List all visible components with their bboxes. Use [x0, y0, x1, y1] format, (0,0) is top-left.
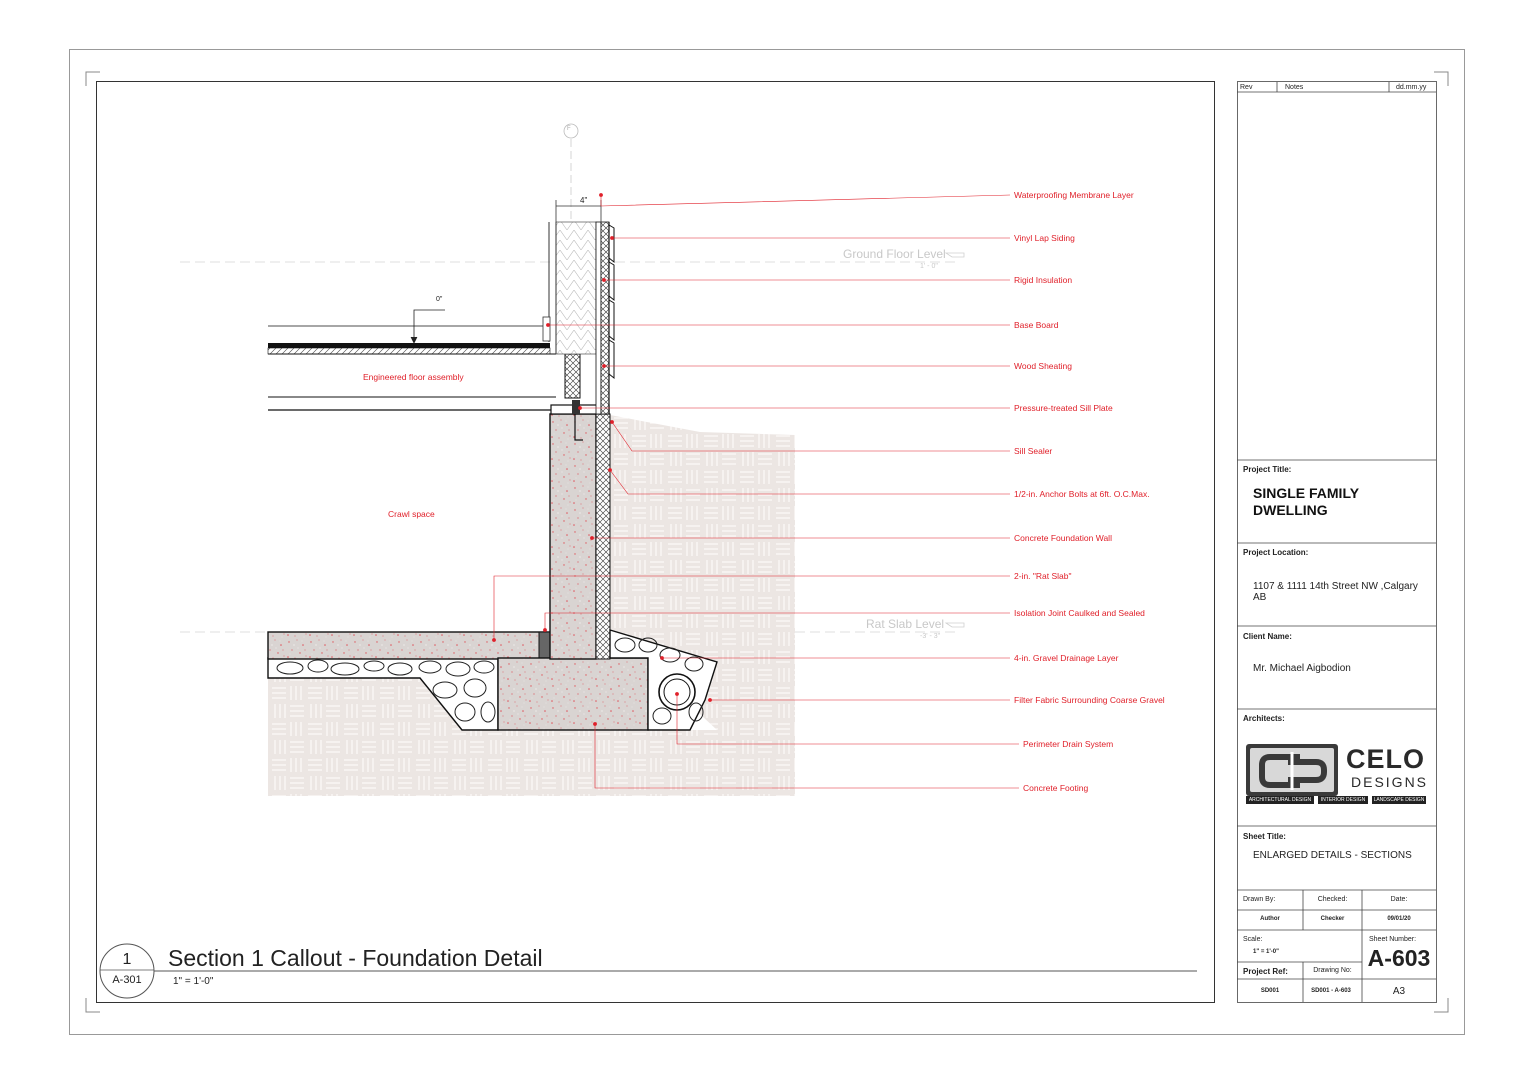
- sheet-title: ENLARGED DETAILS - SECTIONS: [1253, 850, 1412, 861]
- date-label: Date:: [1390, 896, 1408, 903]
- callout-label: Filter Fabric Surrounding Coarse Gravel: [1014, 695, 1165, 705]
- drawing-no-label: Drawing No:: [1313, 967, 1352, 974]
- leader-arrowhead: [708, 698, 711, 701]
- crawl-space-label: Crawl space: [388, 509, 435, 519]
- concrete-footing: [498, 658, 648, 730]
- grid-bubble-label: F: [567, 126, 571, 132]
- paper-size: A3: [1392, 986, 1406, 997]
- drawing-no-value: SD001 - A-603: [1311, 988, 1351, 994]
- title-block-frame: [1237, 82, 1437, 1003]
- drawn-by-value: Author: [1260, 916, 1280, 922]
- leader-arrowhead: [610, 420, 613, 423]
- scale-label: Scale:: [1243, 936, 1263, 943]
- logo-tag-landscape: LANDSCAPE DESIGN: [1373, 797, 1425, 803]
- ground-floor-level-elevation: 1' - 0": [920, 263, 938, 270]
- callout-label: 1/2-in. Anchor Bolts at 6ft. O.C.Max.: [1014, 489, 1150, 499]
- project-ref-label: Project Ref:: [1243, 967, 1288, 976]
- sheet-number: A-603: [1367, 945, 1431, 971]
- drawn-by-label: Drawn By:: [1243, 896, 1276, 903]
- slope-marker: [411, 310, 445, 343]
- callout-label: Concrete Footing: [1023, 783, 1089, 793]
- vinyl-siding: [609, 225, 614, 378]
- callout-label: Rigid Insulation: [1014, 275, 1073, 285]
- date-value: 09/01/20: [1387, 916, 1411, 922]
- project-location-label: Project Location:: [1243, 548, 1309, 557]
- leader-line: [601, 195, 1010, 206]
- rat-slab: [268, 632, 550, 659]
- leader-arrowhead: [599, 193, 602, 196]
- isolation-joint: [539, 632, 550, 659]
- project-ref-value: SD001: [1260, 988, 1280, 994]
- engineered-floor-label: Engineered floor assembly: [363, 372, 464, 382]
- project-title-line1: SINGLE FAMILY: [1253, 485, 1360, 501]
- celo-logo-mark: [1246, 744, 1338, 796]
- rat-slab-level-label: Rat Slab Level: [866, 617, 945, 631]
- callout-label: Vinyl Lap Siding: [1014, 233, 1075, 243]
- logo-tag-architectural: ARCHITECTURAL DESIGN: [1248, 797, 1312, 803]
- notes-header: Notes: [1285, 84, 1304, 91]
- dimension-4in: [556, 200, 601, 222]
- callout-label: 2-in. "Rat Slab": [1014, 571, 1072, 581]
- date-header: dd.mm.yy: [1396, 84, 1427, 91]
- project-title-line2: DWELLING: [1253, 502, 1328, 518]
- leader-arrowhead: [543, 628, 546, 631]
- project-location: 1107 & 1111 14th Street NW ,Calgary AB: [1253, 581, 1418, 603]
- rat-slab-level-elevation: -3' - 3": [920, 633, 941, 640]
- logo-tag-interior: INTERIOR DESIGN: [1320, 797, 1366, 803]
- checked-value: Checker: [1320, 916, 1345, 922]
- leader-arrowhead: [578, 406, 581, 409]
- scale-value: 1" = 1'-0": [1253, 949, 1279, 955]
- callout-label: Isolation Joint Caulked and Sealed: [1014, 608, 1145, 618]
- rim-joist: [565, 354, 580, 398]
- callout-label: Wood Sheating: [1014, 361, 1072, 371]
- checked-label: Checked:: [1317, 896, 1348, 903]
- sheet-title-label: Sheet Title:: [1243, 832, 1286, 841]
- view-title: Section 1 Callout - Foundation Detail: [168, 945, 543, 971]
- callout-label: Concrete Foundation Wall: [1014, 533, 1112, 543]
- leader-arrowhead: [593, 722, 596, 725]
- leader-arrowhead: [675, 692, 678, 695]
- view-number: 1: [122, 951, 132, 968]
- view-sheet-ref: A-301: [112, 974, 142, 986]
- callout-label: Perimeter Drain System: [1023, 739, 1114, 749]
- level-markers: [946, 253, 964, 627]
- project-title-label: Project Title:: [1243, 465, 1292, 474]
- leader-arrowhead: [660, 656, 663, 659]
- base-board: [543, 317, 550, 341]
- sheet-number-label: Sheet Number:: [1369, 936, 1417, 943]
- architects-label: Architects:: [1243, 714, 1285, 723]
- slope-label: 0": [436, 296, 443, 303]
- leader-arrowhead: [608, 468, 611, 471]
- logo-sub: DESIGNS: [1351, 774, 1429, 790]
- wall-insulation: [596, 414, 610, 659]
- ground-soil: [268, 415, 795, 796]
- rev-header: Rev: [1240, 84, 1253, 91]
- callout-label: 4-in. Gravel Drainage Layer: [1014, 653, 1119, 663]
- leader-arrowhead: [590, 536, 593, 539]
- ground-floor-level-label: Ground Floor Level: [843, 247, 946, 261]
- leader-arrowhead: [492, 638, 495, 641]
- leader-arrowhead: [610, 236, 613, 239]
- foundation-wall: [550, 414, 596, 659]
- leader-arrowhead: [602, 278, 605, 281]
- callout-label: Base Board: [1014, 320, 1059, 330]
- callout-label: Sill Sealer: [1014, 446, 1053, 456]
- leader-arrowhead: [602, 364, 605, 367]
- client-name: Mr. Michael Aigbodion: [1253, 663, 1351, 674]
- dimension-4in-label: 4": [580, 196, 588, 205]
- callout-label: Waterproofing Membrane Layer: [1014, 190, 1134, 200]
- leader-arrowhead: [546, 323, 549, 326]
- client-name-label: Client Name:: [1243, 632, 1292, 641]
- callout-label: Pressure-treated Sill Plate: [1014, 403, 1113, 413]
- logo-name: CELO: [1346, 744, 1426, 774]
- view-scale: 1" = 1'-0": [173, 976, 214, 987]
